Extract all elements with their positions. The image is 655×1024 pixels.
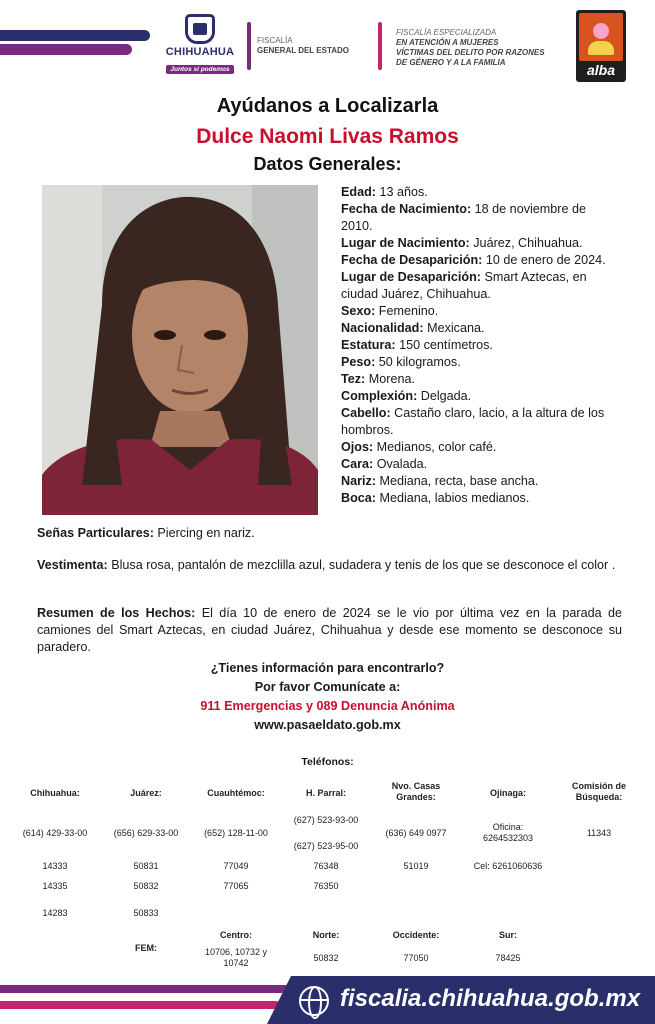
detail-label: Estatura: xyxy=(341,338,396,352)
detail-nacionalidad xyxy=(341,320,616,337)
fem-header-centro: Centro: xyxy=(220,930,252,940)
portrait-illustration xyxy=(42,185,318,515)
senas-value: Piercing en nariz. xyxy=(153,526,255,540)
phone-header-ojinaga: Ojinaga: xyxy=(489,788,526,798)
phone-casas-grandes-main: (636) 649 0977 xyxy=(385,828,447,838)
detail-value: Ovalada. xyxy=(373,457,428,471)
vestimenta-value: Blusa rosa, pantalón de mezclilla azul, sudadera y tenis de los que se desconoce el color . xyxy=(107,558,616,572)
alba-figure-icon xyxy=(579,13,623,61)
detail-label: Ojos: xyxy=(341,440,374,454)
phone-header-casas-grandes: Nvo. Casas Grandes: xyxy=(391,781,441,802)
header-stripe-purple xyxy=(0,44,132,55)
header-stripe-navy xyxy=(0,30,150,41)
phone-header-comision: Comisión de Búsqueda: xyxy=(571,781,626,802)
state-logo-text: CHIHUAHUA xyxy=(165,46,235,58)
detail-nariz xyxy=(341,473,616,490)
fem-header-norte: Norte: xyxy=(312,930,340,940)
ext-parral-2: 76350 xyxy=(313,881,339,891)
phone-parral-main: (627) 523-93-00 xyxy=(293,815,359,825)
detail-value: Femenino. xyxy=(375,304,439,318)
fiscalia-line2: GENERAL DEL ESTADO xyxy=(257,46,350,55)
detail-cara xyxy=(341,456,616,473)
alba-protocol-logo xyxy=(576,10,626,82)
detail-label: Nariz: xyxy=(341,474,376,488)
ext-juarez-3: 50833 xyxy=(133,908,159,918)
ext-cuauhtemoc-1: 77049 xyxy=(223,861,249,871)
especializada-line2: EN ATENCIÓN A MUJERES xyxy=(396,38,499,47)
especializada-line1: FISCALÍA ESPECIALIZADA xyxy=(396,28,497,37)
detail-fecha-nacimiento xyxy=(341,201,616,235)
detail-tez xyxy=(341,371,616,388)
footer-stripe-magenta xyxy=(0,1001,280,1009)
detail-value: 13 años. xyxy=(375,185,428,199)
detail-label: Cara: xyxy=(341,457,374,471)
detail-label: Cabello: xyxy=(341,406,391,420)
senas-label: Señas Particulares: xyxy=(37,526,154,540)
phone-ojinaga-main: Oficina: 6264532303 xyxy=(482,822,534,843)
footer-url[interactable]: fiscalia.chihuahua.gob.mx xyxy=(340,985,641,1012)
detail-sexo xyxy=(341,303,616,320)
fiscalia-especializada-label xyxy=(396,28,545,68)
chihuahua-logo xyxy=(164,14,236,76)
detail-value: Mediana, recta, base ancha. xyxy=(376,474,539,488)
ext-chihuahua-1: 14333 xyxy=(42,861,68,871)
detail-value: 10 de enero de 2024. xyxy=(482,253,606,267)
fem-header-occidente: Occidente: xyxy=(392,930,440,940)
ext-chihuahua-2: 14335 xyxy=(42,881,68,891)
especializada-line3: VÍCTIMAS DEL DELITO POR RAZONES xyxy=(396,48,545,57)
detail-value: Smart Aztecas, en ciudad Juárez, Chihuahua. xyxy=(341,270,587,301)
detail-label: Boca: xyxy=(341,491,376,505)
detail-peso xyxy=(341,354,616,371)
detail-label: Fecha de Desaparición: xyxy=(341,253,483,267)
divider-bar-1 xyxy=(247,22,251,70)
globe-icon xyxy=(299,986,329,1016)
vestimenta xyxy=(37,557,622,574)
phone-header-chihuahua: Chihuahua: xyxy=(30,788,80,798)
phone-header-parral: H. Parral: xyxy=(305,788,347,798)
fem-label: FEM: xyxy=(135,943,157,953)
detail-value: Mexicana. xyxy=(423,321,485,335)
especializada-line4: DE GÉNERO Y A LA FAMILIA xyxy=(396,58,506,67)
ext-cuauhtemoc-2: 77065 xyxy=(223,881,249,891)
alba-word: alba xyxy=(586,62,615,78)
detail-value: Delgada. xyxy=(417,389,472,403)
phone-juarez-main: (656) 629-33-00 xyxy=(113,828,179,838)
detail-complexion xyxy=(341,388,616,405)
detail-ojos xyxy=(341,439,616,456)
missing-person-photo xyxy=(42,185,318,515)
phone-comision-main: 11343 xyxy=(586,828,612,838)
ext-juarez-2: 50832 xyxy=(133,881,159,891)
emergency-numbers: 911 Emergencias y 089 Denuncia Anónima xyxy=(200,699,455,713)
detail-label: Fecha de Nacimiento: xyxy=(341,202,472,216)
contact-question: ¿Tienes información para encontrarlo? xyxy=(210,661,445,675)
fiscalia-general-label xyxy=(257,36,349,56)
divider-bar-2 xyxy=(378,22,382,70)
footer-stripe-purple xyxy=(0,985,300,993)
detail-label: Peso: xyxy=(341,355,376,369)
detail-label: Edad: xyxy=(341,185,376,199)
phone-cuauhtemoc-main: (652) 128-11-00 xyxy=(204,828,268,838)
detail-edad xyxy=(341,184,616,201)
detail-estatura xyxy=(341,337,616,354)
contact-please: Por favor Comunícate a: xyxy=(254,680,401,694)
phone-header-juarez: Juárez: xyxy=(130,788,162,798)
state-shield-icon xyxy=(185,14,215,44)
fem-header-sur: Sur: xyxy=(499,930,517,940)
detail-label: Lugar de Nacimiento: xyxy=(341,236,470,250)
resumen-value: El día 10 de enero de 2024 se le vio por última vez en la parada de camiones del Smart Aztecas, en ciudad Juárez, Chihuahua y desde ese momento se desconoce su paradero. xyxy=(37,606,622,654)
detail-lugar-desaparicion xyxy=(341,269,616,303)
detail-value: 50 kilogramos. xyxy=(375,355,461,369)
ext-juarez-1: 50831 xyxy=(133,861,159,871)
fiscalia-line1: FISCALÍA xyxy=(257,36,293,45)
detail-label: Tez: xyxy=(341,372,366,386)
state-badge: Juntos sí podemos xyxy=(166,65,233,74)
phones-title: Teléfonos: xyxy=(301,756,354,768)
ext-parral-1: 76348 xyxy=(313,861,339,871)
website-link[interactable]: www.pasaeldato.gob.mx xyxy=(254,718,401,732)
fem-norte: 50832 xyxy=(313,953,339,963)
phone-chihuahua-main: (614) 429-33-00 xyxy=(22,828,88,838)
detail-value: Juárez, Chihuahua. xyxy=(469,236,583,250)
detail-label: Complexión: xyxy=(341,389,418,403)
detail-fecha-desaparicion xyxy=(341,252,616,269)
resumen-label: Resumen de los Hechos: xyxy=(37,606,196,620)
missing-person-name: Dulce Naomi Livas Ramos xyxy=(196,125,459,148)
page-title: Ayúdanos a Localizarla xyxy=(216,95,439,117)
detail-value: Mediana, labios medianos. xyxy=(376,491,530,505)
section-title: Datos Generales: xyxy=(253,154,402,174)
fem-occidente: 77050 xyxy=(403,953,429,963)
ojinaga-cel: Cel: 6261060636 xyxy=(473,861,543,871)
resumen-hechos xyxy=(37,605,622,656)
ext-casas-grandes-1: 51019 xyxy=(403,861,429,871)
detail-boca xyxy=(341,490,616,507)
detail-value: 150 centímetros. xyxy=(395,338,493,352)
detail-label: Sexo: xyxy=(341,304,376,318)
general-details xyxy=(341,184,616,507)
detail-lugar-nacimiento xyxy=(341,235,616,252)
detail-cabello xyxy=(341,405,616,439)
vestimenta-label: Vestimenta: xyxy=(37,558,108,572)
detail-value: Castaño claro, lacio, a la altura de los hombros. xyxy=(341,406,605,437)
phone-parral-second: (627) 523-95-00 xyxy=(293,841,359,851)
ext-chihuahua-3: 14283 xyxy=(42,908,68,918)
detail-value: Morena. xyxy=(365,372,415,386)
detail-value: 18 de noviembre de 2010. xyxy=(341,202,586,233)
detail-label: Nacionalidad: xyxy=(341,321,424,335)
detail-label: Lugar de Desaparición: xyxy=(341,270,481,284)
fem-centro: 10706, 10732 y 10742 xyxy=(204,947,268,968)
senas-particulares xyxy=(37,525,622,542)
phone-header-cuauhtemoc: Cuauhtémoc: xyxy=(207,788,265,798)
fem-sur: 78425 xyxy=(495,953,521,963)
detail-value: Medianos, color café. xyxy=(373,440,497,454)
